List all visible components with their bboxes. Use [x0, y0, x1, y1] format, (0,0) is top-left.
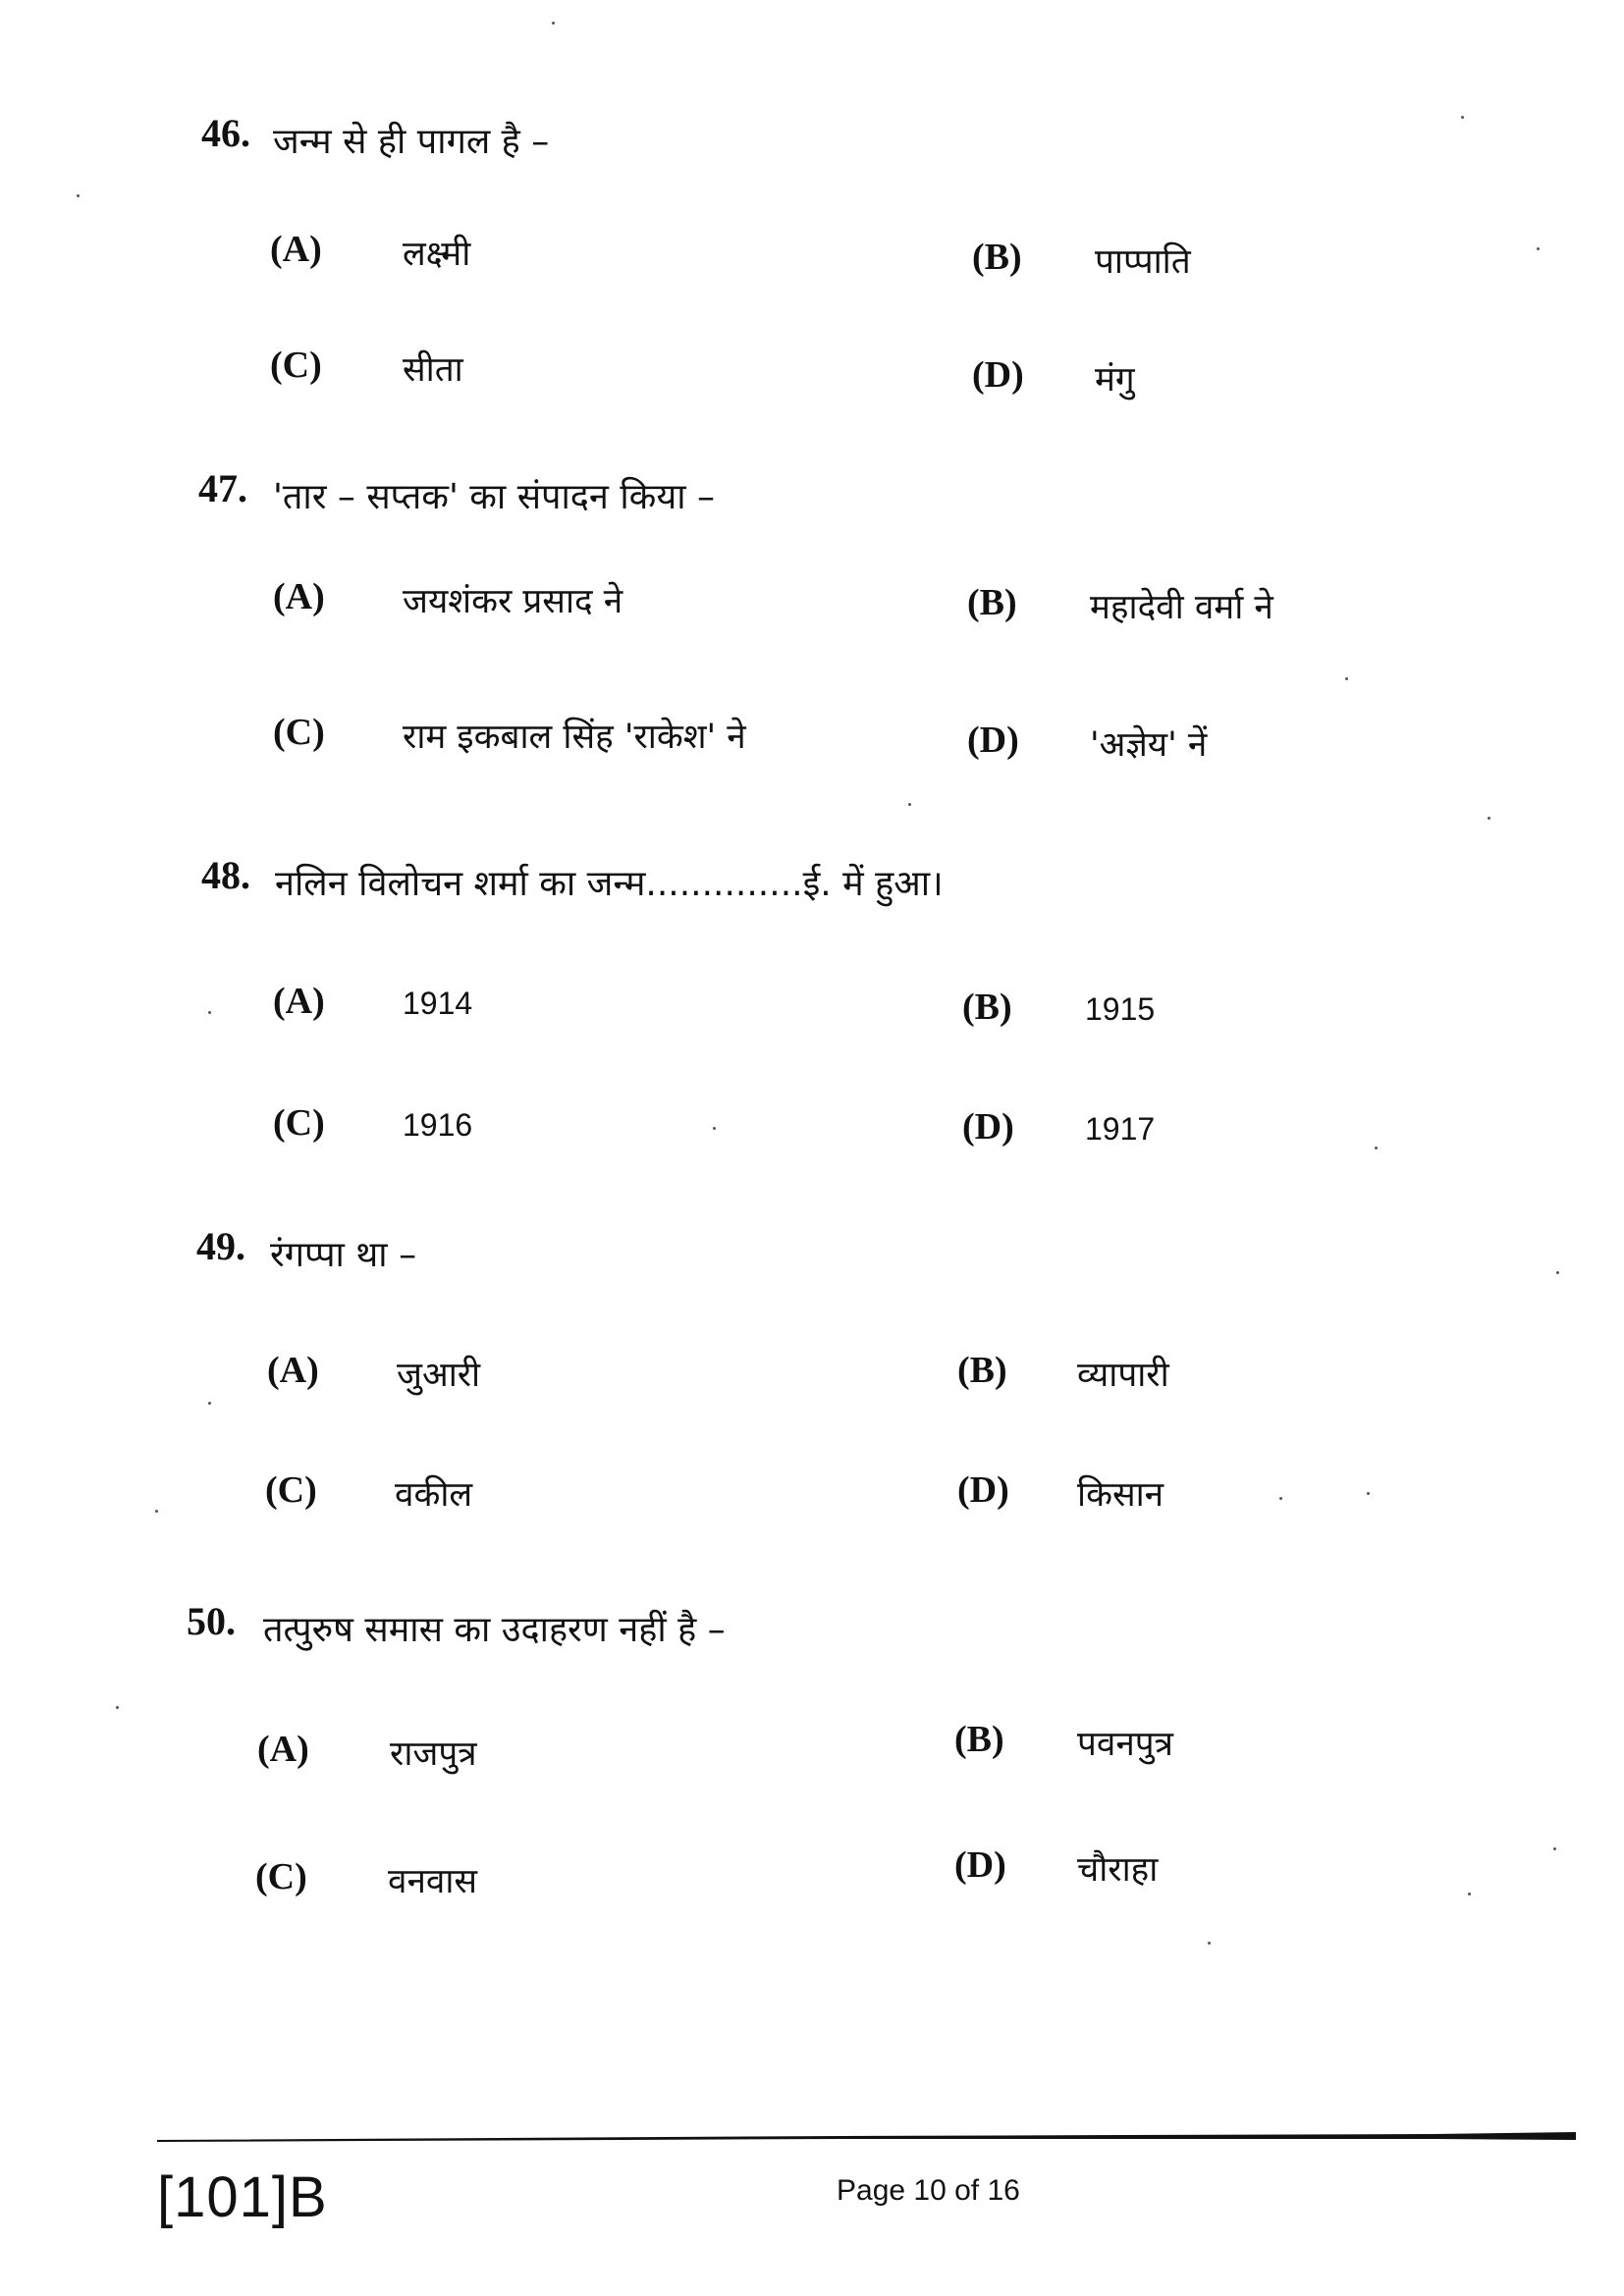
option-text: पवनपुत्र: [1077, 1725, 1173, 1764]
option-text: 1915: [1085, 991, 1156, 1027]
question-number: 49.: [196, 1224, 245, 1268]
scan-speck: [116, 1706, 119, 1709]
option-label: (A): [270, 229, 322, 270]
question-text: तत्पुरुष समास का उदाहरण नहीं है –: [263, 1610, 726, 1650]
option-label: (A): [273, 576, 325, 617]
option-text: महादेवी वर्मा ने: [1090, 588, 1273, 627]
option-label: (C): [265, 1469, 317, 1511]
scan-speck: [208, 1402, 211, 1405]
option-label: (D): [954, 1844, 1006, 1886]
option-label: (D): [972, 354, 1024, 396]
option-text: वकील: [395, 1475, 473, 1515]
scan-speck: [908, 803, 911, 806]
scan-speck: [1367, 1492, 1370, 1495]
option-label: (B): [967, 582, 1017, 623]
option-label: (C): [273, 712, 325, 753]
option-text: लक्ष्मी: [403, 235, 471, 274]
scan-speck: [1208, 1942, 1211, 1945]
option-text: मंगु: [1095, 360, 1135, 400]
option-text: व्यापारी: [1077, 1356, 1169, 1395]
option-label: (A): [257, 1729, 309, 1770]
option-text: 1917: [1085, 1111, 1156, 1147]
scan-speck: [1461, 116, 1464, 119]
option-label: (C): [255, 1856, 307, 1897]
question-number: 47.: [198, 466, 247, 510]
scan-speck: [208, 1011, 211, 1014]
scan-speck: [1553, 1847, 1556, 1850]
scan-speck: [1345, 677, 1348, 680]
question-number: 46.: [201, 111, 250, 155]
option-label: (B): [954, 1719, 1004, 1760]
option-text: जुआरी: [397, 1356, 481, 1395]
option-label: (B): [957, 1350, 1007, 1391]
question-number: 50.: [187, 1599, 236, 1643]
option-label: (A): [267, 1350, 319, 1391]
scan-speck: [1537, 247, 1540, 250]
question-text: 'तार – सप्तक' का संपादन किया –: [273, 477, 715, 517]
question-number: 48.: [201, 853, 250, 897]
option-text: राजपुत्र: [390, 1735, 477, 1774]
question-text: रंगप्पा था –: [270, 1235, 417, 1275]
option-text: किसान: [1077, 1475, 1164, 1515]
option-text: सीता: [403, 350, 463, 390]
option-text: पाप्पाति: [1095, 242, 1191, 282]
scan-speck: [1468, 1893, 1471, 1896]
option-label: (B): [962, 987, 1012, 1028]
option-label: (B): [972, 237, 1022, 278]
option-label: (D): [962, 1106, 1014, 1148]
option-text: चौराहा: [1077, 1850, 1159, 1890]
scan-speck: [1488, 817, 1490, 820]
question-text: नलिन विलोचन शर्मा का जन्म..............ई. में हुआ।: [275, 864, 944, 904]
option-text: वनवास: [388, 1862, 478, 1901]
page-number: Page 10 of 16: [837, 2174, 1020, 2207]
option-text: 'अज्ञेय' नें: [1090, 725, 1208, 765]
scan-speck: [1556, 1271, 1559, 1274]
scan-speck: [77, 194, 80, 197]
option-label: (A): [273, 981, 325, 1022]
scan-speck: [1279, 1497, 1282, 1500]
option-label: (C): [273, 1102, 325, 1144]
scan-speck: [1375, 1147, 1378, 1149]
scan-speck: [713, 1127, 716, 1130]
option-text: जयशंकर प्रसाद ने: [403, 582, 623, 621]
paper-code: [101]B: [157, 2165, 328, 2229]
footer-rule: [157, 2130, 1576, 2142]
option-text: 1914: [403, 986, 473, 1021]
option-text: 1916: [403, 1107, 473, 1143]
scan-speck: [552, 22, 555, 25]
option-label: (C): [270, 345, 322, 386]
scan-speck: [155, 1510, 158, 1513]
option-label: (D): [957, 1469, 1009, 1511]
option-label: (D): [967, 720, 1019, 761]
option-text: राम इकबाल सिंह 'राकेश' ने: [403, 718, 746, 757]
question-text: जन्म से ही पागल है –: [273, 122, 550, 162]
